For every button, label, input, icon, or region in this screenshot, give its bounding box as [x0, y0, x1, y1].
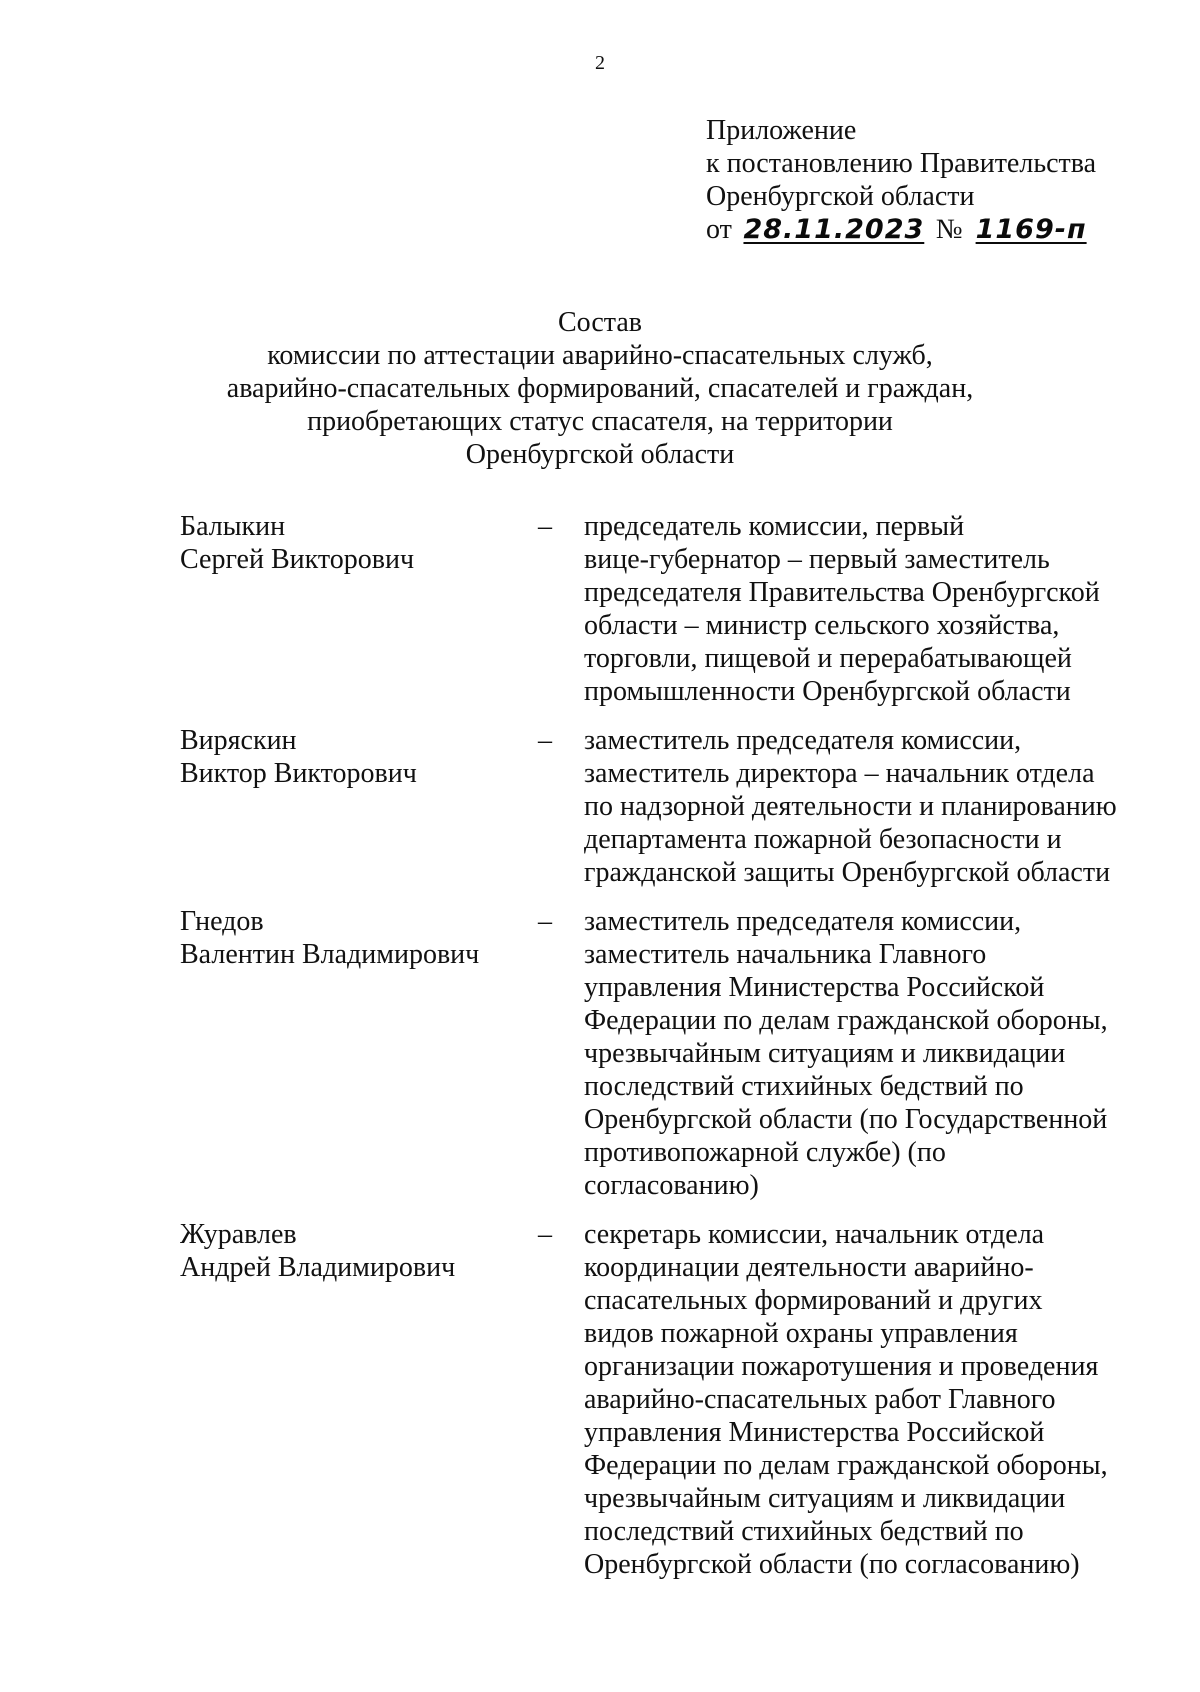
- title-line: Оренбургской области: [465, 439, 735, 470]
- title-line: Состав: [557, 307, 643, 338]
- role-line: Оренбургской области (по Государственной: [584, 1104, 1108, 1135]
- role-line: заместитель председателя комиссии,: [584, 906, 1022, 937]
- role-line: торговли, пищевой и перерабатывающей: [584, 643, 1072, 674]
- handwritten-date: 28.11.2023: [743, 214, 925, 245]
- role-line: согласованию): [584, 1170, 759, 1201]
- dash-separator: –: [538, 725, 552, 756]
- member-given-names: Валентин Владимирович: [180, 939, 480, 970]
- role-line: управления Министерства Российской: [584, 972, 1045, 1003]
- member-surname: Балыкин: [180, 511, 286, 542]
- member-name: [180, 905, 510, 971]
- member-role: [584, 510, 1140, 708]
- dash-separator: –: [538, 511, 552, 542]
- members-list: [180, 510, 1140, 1597]
- member-entry: [180, 1218, 1140, 1581]
- title-line: комиссии по аттестации аварийно-спасательных служб,: [267, 340, 933, 371]
- member-entry: [180, 905, 1140, 1202]
- role-line: области – министр сельского хозяйства,: [584, 610, 1060, 641]
- role-line: заместитель начальника Главного: [584, 939, 987, 970]
- member-role: [584, 905, 1140, 1202]
- role-line: по надзорной деятельности и планированию: [584, 791, 1117, 822]
- member-surname: Виряскин: [180, 725, 297, 756]
- member-given-names: Виктор Викторович: [180, 758, 417, 789]
- document-title: [0, 306, 1200, 471]
- member-given-names: Сергей Викторович: [180, 544, 415, 575]
- handwritten-number: 1169-п: [975, 214, 1087, 245]
- appendix-date-number-line: [706, 213, 1106, 246]
- member-entry: [180, 510, 1140, 708]
- member-role: [584, 724, 1140, 889]
- dash-separator: –: [538, 1219, 552, 1250]
- appendix-title: Приложение: [706, 115, 857, 146]
- role-line: аварийно-спасательных работ Главного: [584, 1384, 1056, 1415]
- member-entry: [180, 724, 1140, 889]
- title-line: аварийно-спасательных формирований, спасателей и граждан,: [226, 373, 974, 404]
- role-line: Федерации по делам гражданской обороны,: [584, 1450, 1108, 1481]
- role-line: промышленности Оренбургской области: [584, 676, 1071, 707]
- member-name: [180, 510, 510, 576]
- role-line: председатель комиссии, первый: [584, 511, 965, 542]
- role-line: председателя Правительства Оренбургской: [584, 577, 1100, 608]
- role-line: противопожарной службе) (по: [584, 1137, 946, 1168]
- role-line: вице-губернатор – первый заместитель: [584, 544, 1050, 575]
- role-line: последствий стихийных бедствий по: [584, 1071, 1024, 1102]
- role-line: чрезвычайным ситуациям и ликвидации: [584, 1038, 1066, 1069]
- number-prefix: №: [935, 214, 963, 245]
- role-line: Федерации по делам гражданской обороны,: [584, 1005, 1108, 1036]
- role-line: гражданской защиты Оренбургской области: [584, 857, 1111, 888]
- role-line: департамента пожарной безопасности и: [584, 824, 1062, 855]
- dash-separator: –: [538, 906, 552, 937]
- role-line: секретарь комиссии, начальник отдела: [584, 1219, 1045, 1250]
- role-line: заместитель председателя комиссии,: [584, 725, 1022, 756]
- appendix-reference: к постановлению Правительства: [706, 148, 1097, 179]
- member-surname: Гнедов: [180, 906, 264, 937]
- page-number: 2: [595, 52, 605, 74]
- role-line: видов пожарной охраны управления: [584, 1318, 1018, 1349]
- title-line: приобретающих статус спасателя, на территории: [307, 406, 893, 437]
- appendix-header: [706, 114, 1106, 246]
- role-line: спасательных формирований и других: [584, 1285, 1043, 1316]
- role-line: последствий стихийных бедствий по: [584, 1516, 1024, 1547]
- role-line: чрезвычайным ситуациям и ликвидации: [584, 1483, 1066, 1514]
- role-line: координации деятельности аварийно-: [584, 1252, 1034, 1283]
- member-role: [584, 1218, 1140, 1581]
- member-given-names: Андрей Владимирович: [180, 1252, 456, 1283]
- appendix-region: Оренбургской области: [706, 181, 975, 212]
- role-line: Оренбургской области (по согласованию): [584, 1549, 1080, 1580]
- role-line: заместитель директора – начальник отдела: [584, 758, 1095, 789]
- role-line: управления Министерства Российской: [584, 1417, 1045, 1448]
- date-prefix: от: [706, 214, 732, 245]
- member-name: [180, 1218, 510, 1284]
- member-surname: Журавлев: [180, 1219, 297, 1250]
- role-line: организации пожаротушения и проведения: [584, 1351, 1099, 1382]
- member-name: [180, 724, 510, 790]
